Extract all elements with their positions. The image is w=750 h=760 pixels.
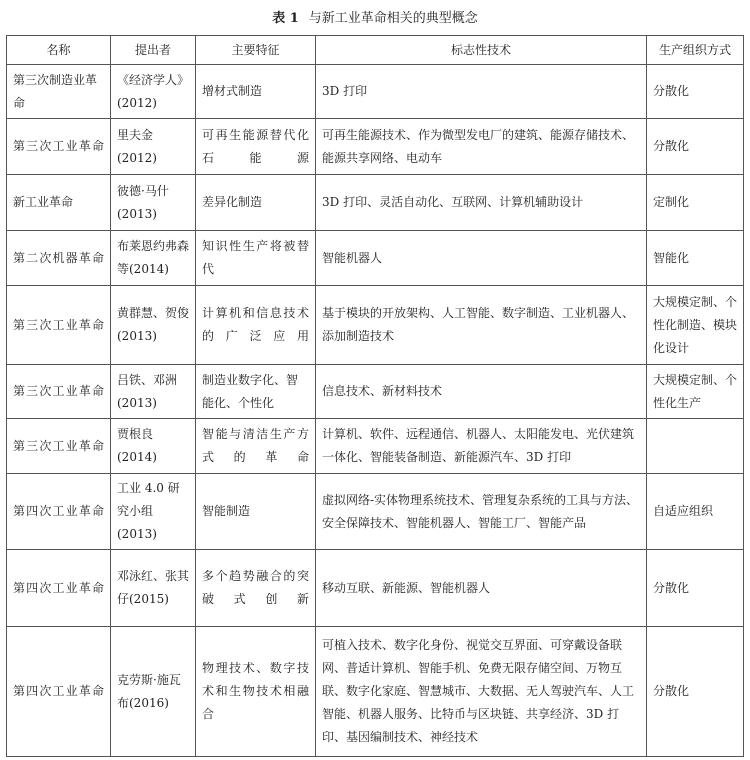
cell-tech: 移动互联、新能源、智能机器人 xyxy=(316,550,647,627)
cell-feature: 智能制造 xyxy=(196,474,316,550)
cell-tech: 3D 打印、灵活自动化、互联网、计算机辅助设计 xyxy=(316,175,647,231)
cell-proposer: 彼德·马什(2013) xyxy=(111,175,196,231)
header-row xyxy=(7,36,744,65)
cell-proposer: 工业 4.0 研究小组(2013) xyxy=(111,474,196,550)
table-row xyxy=(7,365,744,419)
header-name: 名称 xyxy=(7,36,111,65)
cell-org: 分散化 xyxy=(647,65,744,119)
cell-feature: 差异化制造 xyxy=(196,175,316,231)
cell-org: 分散化 xyxy=(647,627,744,757)
cell-proposer: 克劳斯·施瓦布(2016) xyxy=(111,627,196,757)
cell-tech: 可再生能源技术、作为微型发电厂的建筑、能源存储技术、能源共享网络、电动车 xyxy=(316,119,647,175)
cell-proposer: 里夫金(2012) xyxy=(111,119,196,175)
cell-tech: 可植入技术、数字化身份、视觉交互界面、可穿戴设备联网、普适计算机、智能手机、免费无限存储空间、万物互联、数字化家庭、智慧城市、大数据、无人驾驶汽车、人工智能、机器人服务、比特币与区块链、共享经济、3D 打印、基因编制技术、神经技术 xyxy=(316,627,647,757)
cell-name: 第四次工业革命 xyxy=(7,627,111,757)
cell-tech: 信息技术、新材料技术 xyxy=(316,365,647,419)
cell-tech: 智能机器人 xyxy=(316,231,647,286)
cell-feature: 制造业数字化、智能化、个性化 xyxy=(196,365,316,419)
table-row xyxy=(7,65,744,119)
cell-org: 分散化 xyxy=(647,119,744,175)
cell-proposer: 吕铁、邓洲(2013) xyxy=(111,365,196,419)
cell-org xyxy=(647,419,744,474)
cell-org: 自适应组织 xyxy=(647,474,744,550)
table-row xyxy=(7,231,744,286)
cell-feature: 多个趋势融合的突破式创新 xyxy=(196,550,316,627)
cell-proposer: 黄群慧、贺俊(2013) xyxy=(111,286,196,365)
header-feature: 主要特征 xyxy=(196,36,316,65)
table-number: 表 1 xyxy=(272,11,299,26)
table-row xyxy=(7,175,744,231)
cell-feature: 知识性生产将被替代 xyxy=(196,231,316,286)
cell-org: 分散化 xyxy=(647,550,744,627)
cell-org: 大规模定制、个性化制造、模块化设计 xyxy=(647,286,744,365)
cell-tech: 虚拟网络-实体物理系统技术、管理复杂系统的工具与方法、安全保障技术、智能机器人、智能工厂、智能产品 xyxy=(316,474,647,550)
cell-proposer: 布莱恩约弗森等(2014) xyxy=(111,231,196,286)
header-tech: 标志性技术 xyxy=(316,36,647,65)
concepts-table xyxy=(6,35,744,757)
cell-feature: 增材式制造 xyxy=(196,65,316,119)
cell-proposer: 邓泳红、张其仔(2015) xyxy=(111,550,196,627)
table-row xyxy=(7,474,744,550)
table-caption xyxy=(0,10,750,28)
cell-feature: 可再生能源替代化石能源 xyxy=(196,119,316,175)
cell-proposer: 《经济学人》(2012) xyxy=(111,65,196,119)
header-proposer: 提出者 xyxy=(111,36,196,65)
cell-name: 第四次工业革命 xyxy=(7,550,111,627)
table-row xyxy=(7,419,744,474)
table-title: 与新工业革命相关的典型概念 xyxy=(308,11,478,26)
cell-name: 第三次工业革命 xyxy=(7,365,111,419)
cell-name: 第三次工业革命 xyxy=(7,419,111,474)
table-row xyxy=(7,550,744,627)
cell-feature: 计算机和信息技术的广泛应用 xyxy=(196,286,316,365)
cell-org: 大规模定制、个性化生产 xyxy=(647,365,744,419)
cell-feature: 智能与清洁生产方式的革命 xyxy=(196,419,316,474)
table-row xyxy=(7,627,744,757)
table-row xyxy=(7,119,744,175)
cell-name: 新工业革命 xyxy=(7,175,111,231)
cell-tech: 基于模块的开放架构、人工智能、数字制造、工业机器人、添加制造技术 xyxy=(316,286,647,365)
cell-feature: 物理技术、数字技术和生物技术相融合 xyxy=(196,627,316,757)
cell-name: 第四次工业革命 xyxy=(7,474,111,550)
cell-name: 第三次工业革命 xyxy=(7,119,111,175)
cell-org: 智能化 xyxy=(647,231,744,286)
header-org: 生产组织方式 xyxy=(647,36,744,65)
cell-tech: 计算机、软件、远程通信、机器人、太阳能发电、光伏建筑一体化、智能装备制造、新能源汽车、3D 打印 xyxy=(316,419,647,474)
table-row xyxy=(7,286,744,365)
cell-tech: 3D 打印 xyxy=(316,65,647,119)
cell-name: 第三次制造业革命 xyxy=(7,65,111,119)
cell-name: 第二次机器革命 xyxy=(7,231,111,286)
cell-name: 第三次工业革命 xyxy=(7,286,111,365)
cell-org: 定制化 xyxy=(647,175,744,231)
cell-proposer: 贾根良(2014) xyxy=(111,419,196,474)
